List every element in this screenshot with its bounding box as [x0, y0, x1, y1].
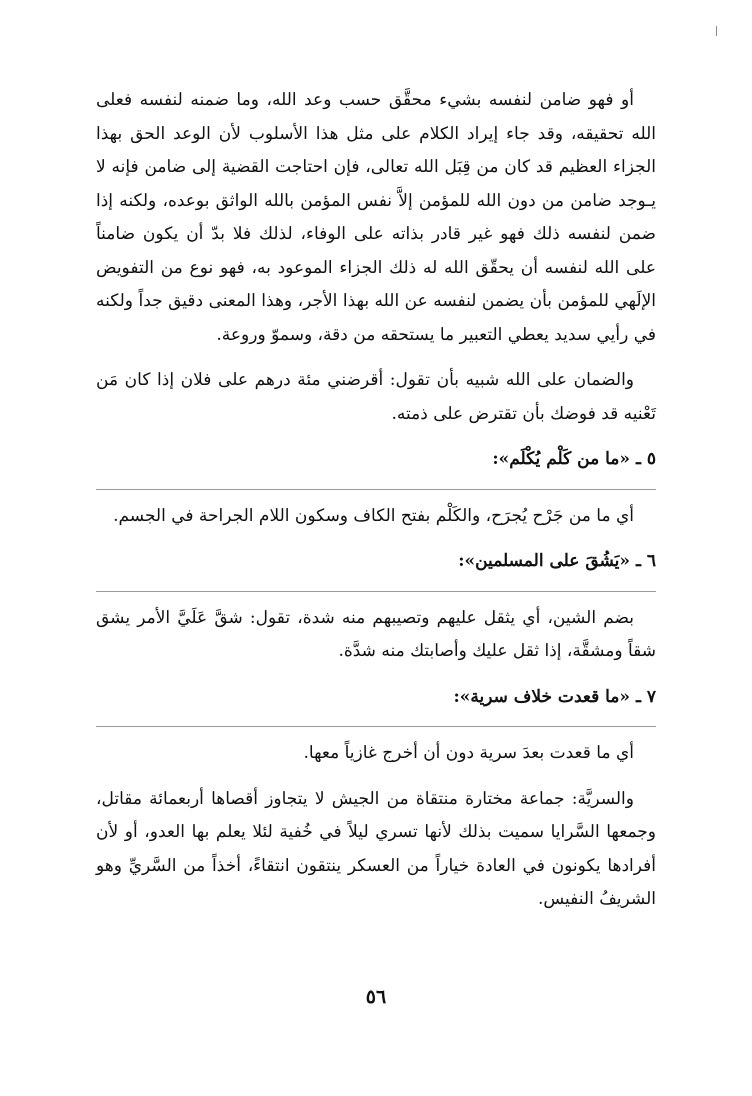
closing-paragraph: والسريَّة: جماعة مختارة منتقاة من الجيش لا يتجاوز أقصاها أربعمائة مقاتل، وجمعها السَّرايا سميت بذلك لأنها تسري ليلاً في خُفية لئلا يعلم بها العدو، أو لأن أفرادها يكونون في العادة خياراً من العسكر ينتقون انتقاءً، أخذاً من السَّريِّ وهو الشريفُ النفيس.: [96, 788, 656, 909]
commentary-paragraph-1: أو فهو ضامن لنفسه بشيء محقَّق حسب وعد الله، وما ضمنه لنفسه فعلى الله تحقيقه، وقد جاء إيراد الكلام على مثل هذا الأسلوب لأن الوعد الحق بهذا الجزاء العظيم قد كان من قِبَل الله تعالى، فإن احتاجت القضية إلى ضامن فإنه لا يـوجد ضامن من دون الله للمؤمن إلاَّ نفس المؤمن بالله الواثق بوعده، ولكنه إذا ضمن لنفسه ذلك فهو غير قادر بذاته على الوفاء، لذلك فلا بدّ أن يكون ضامناً على الله لنفسه أن يحقّق الله له ذلك الجزاء الموعود به، فهو نوع من التفويض الإلَهي للمؤمن بأن يضمن لنفسه عن الله بهذا الأجر، وهذا المعنى دقيق جداً ولكنه في رأيي سديد يعطي التعبير ما يستحقه من دقة، وسموّ وروعة.: [96, 90, 656, 345]
section-7-title: «ما قعدت خلاف سرية»:: [453, 686, 631, 707]
page-number: ٥٦: [365, 986, 387, 1008]
section-6-heading: [96, 545, 656, 579]
commentary-paragraph-2: والضمان على الله شبيه بأن تقول: أقرضني مئة درهم على فلان إذا كان مَن تَعْنيه قد فوضك بأن تقترض على ذمته.: [96, 370, 656, 424]
section-5-heading: [96, 443, 656, 477]
section-5-number: ٥ ـ: [635, 449, 656, 469]
section-7-heading: [96, 681, 656, 715]
section-6-title: «يَشُقَ على المسلمين»:: [458, 551, 631, 571]
corner-tick-mark: [716, 26, 717, 36]
section-7-body: أي ما قعدت بعدَ سرية دون أن أخرج غازياً معها.: [303, 743, 634, 763]
section-6-body: بضم الشين، أي يثقل عليهم وتصيبهم منه شدة، تقول: شقَّ عَلَيَّ الأمر يشق شقاً ومشقَّة، إذا ثقل عليك وأصابتك منه شدَّة.: [96, 607, 656, 661]
section-6-divider: [96, 591, 656, 592]
section-7-number: ٧ ـ: [635, 686, 656, 707]
page-content: [96, 84, 656, 917]
section-5-divider: [96, 489, 656, 490]
section-5-body: أي ما من جَرْح يُجرَح، والكَلْم بفتح الكاف وسكون اللام الجراحة في الجسم.: [113, 505, 634, 526]
section-5-title: «ما من كَلْم يُكْلَم»:: [492, 449, 631, 469]
section-7-divider: [96, 726, 656, 727]
section-6-number: ٦ ـ: [635, 551, 656, 571]
